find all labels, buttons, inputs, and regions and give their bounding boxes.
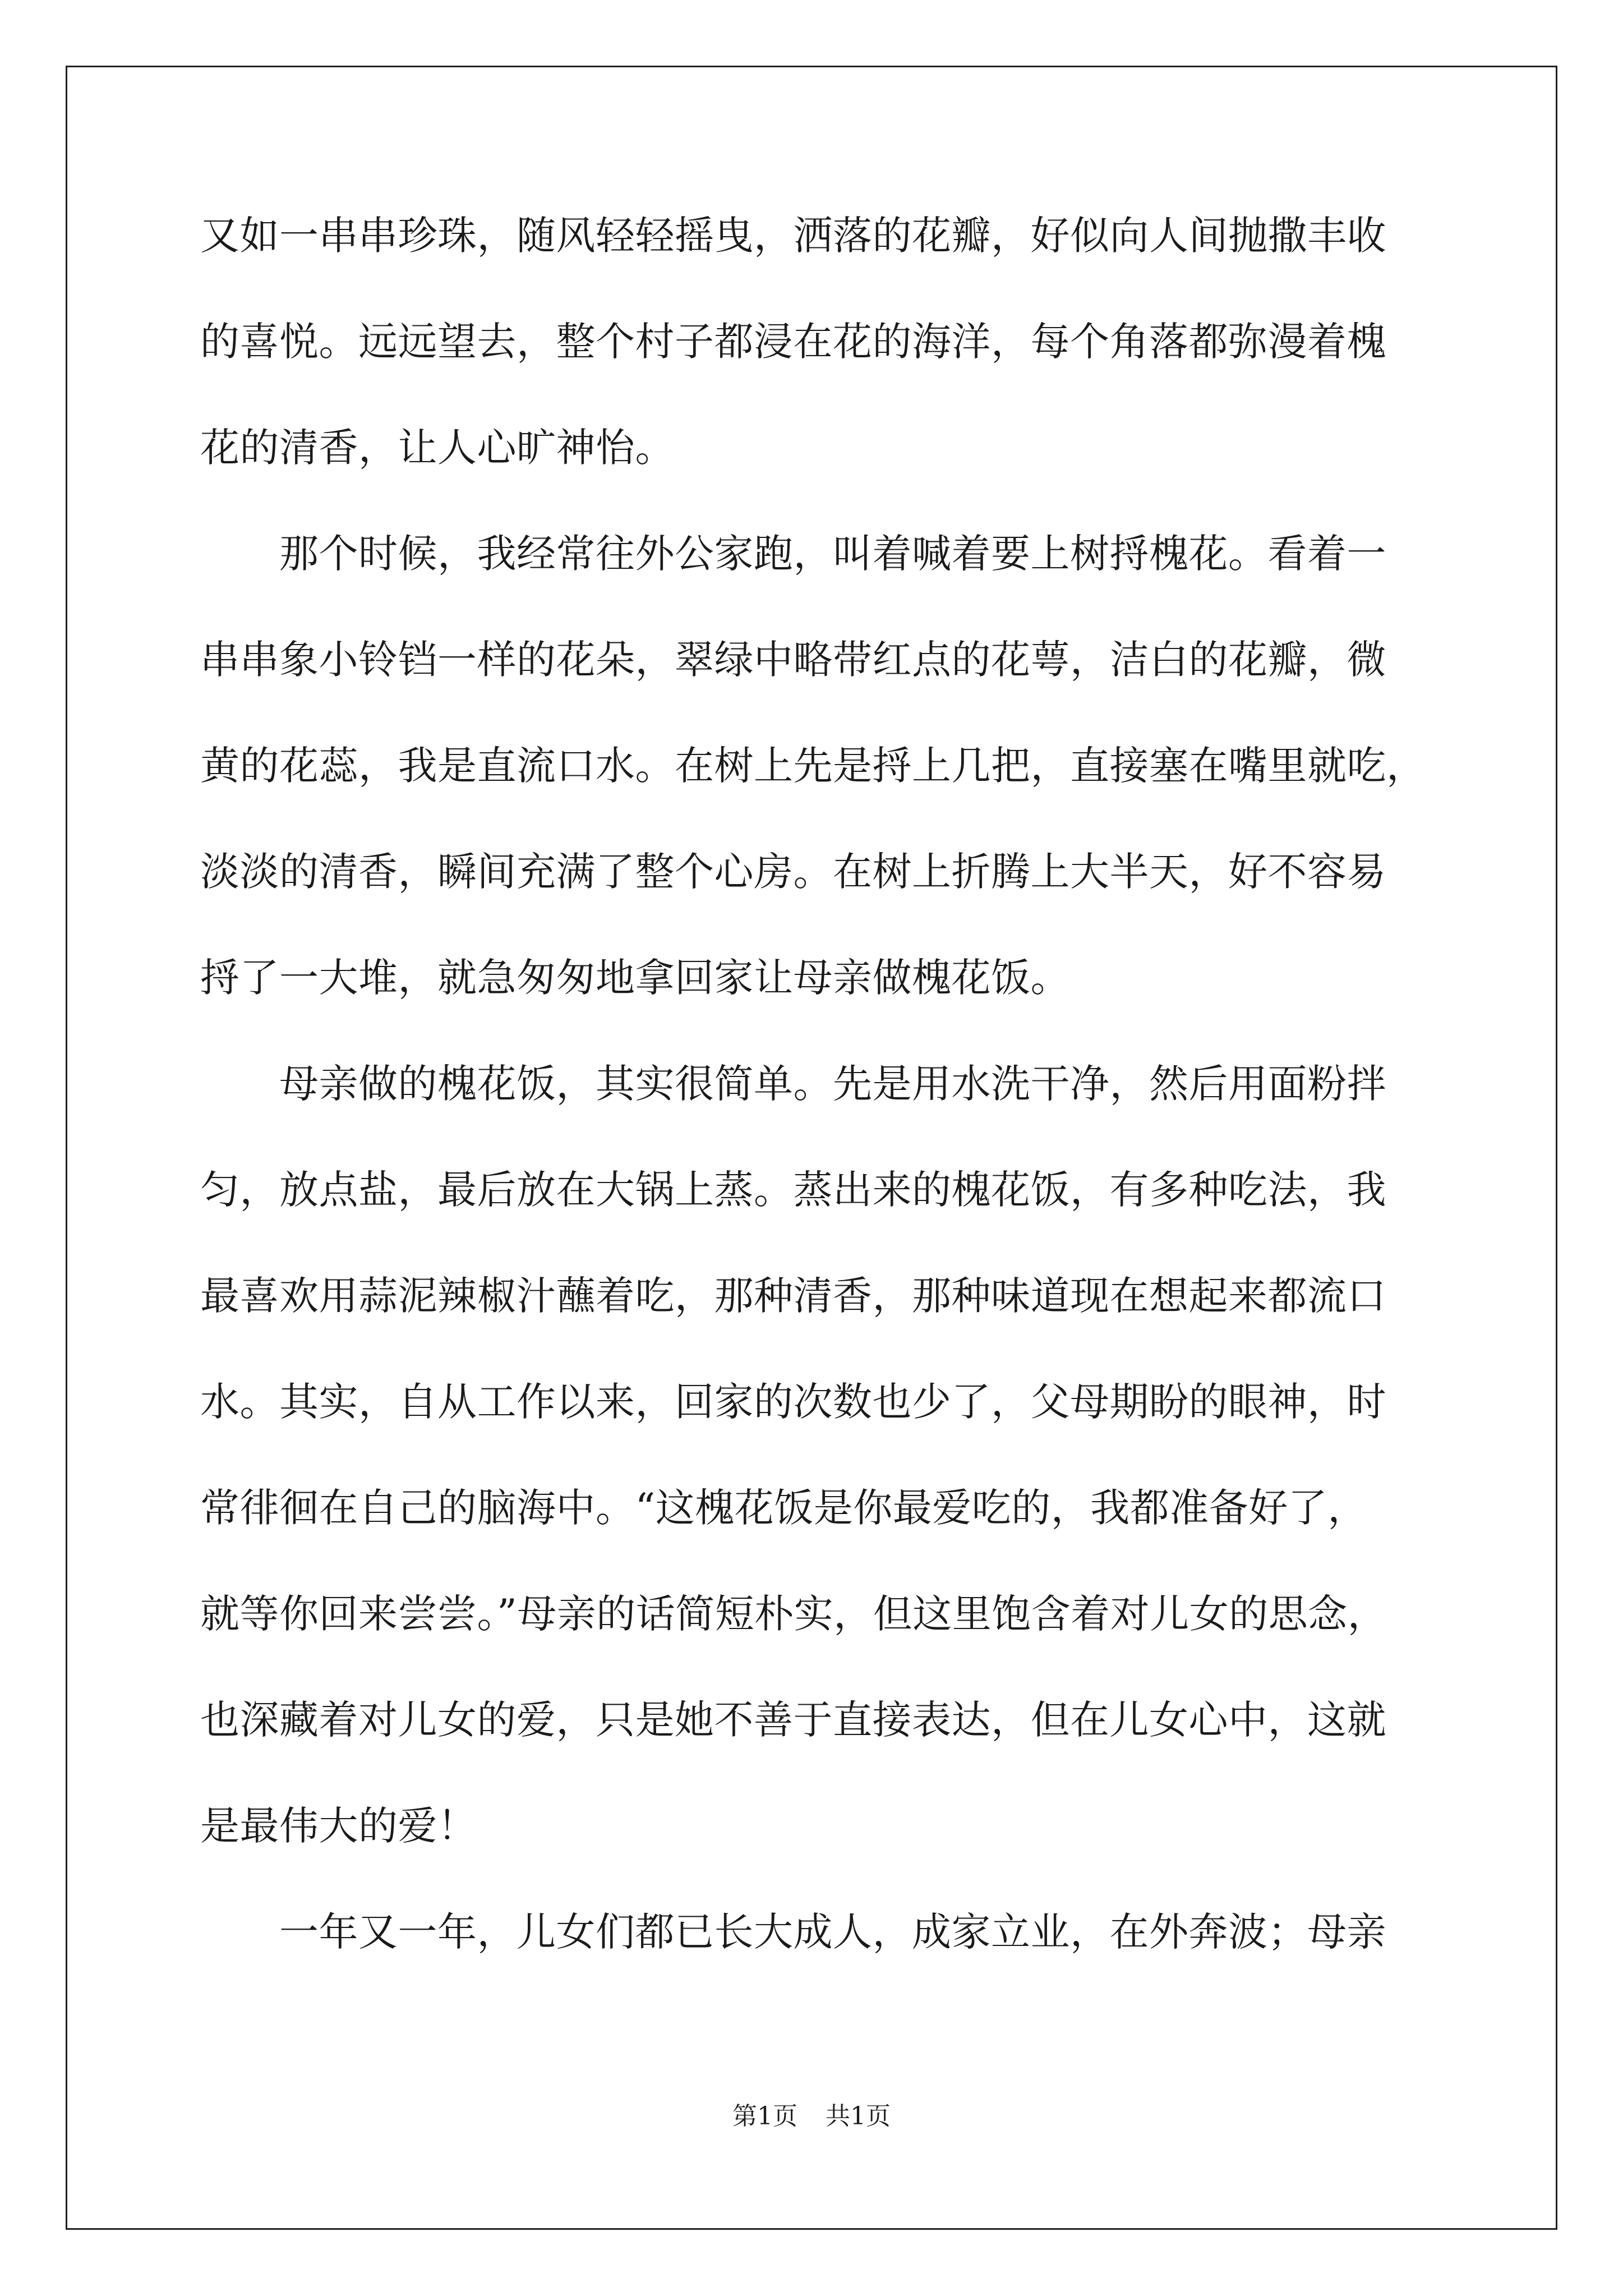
text-line: 常徘徊在自己的脑海中。“这槐花饭是你最爱吃的，我都准备好了， [200,1485,1367,1531]
page-total: 共1页 [826,2102,891,2131]
text-line: 水。其实，自从工作以来，回家的次数也少了，父母期盼的眼神，时 [200,1379,1386,1425]
page-number: 第1页 [732,2102,797,2131]
text-line: 黄的花蕊，我是直流口水。在树上先是捋上几把，直接塞在嘴里就吃， [200,743,1426,789]
text-line: 一年又一年，儿女们都已长大成人，成家立业，在外奔波；母亲 [200,1909,1386,1955]
text-line: 也深藏着对儿女的爱，只是她不善于直接表达，但在儿女心中，这就 [200,1697,1386,1743]
text-line: 淡淡的清香，瞬间充满了整个心房。在树上折腾上大半天，好不容易 [200,849,1386,895]
text-line: 母亲做的槐花饭，其实很简单。先是用水洗干净，然后用面粉拌 [200,1061,1386,1107]
text-line: 最喜欢用蒜泥辣椒汁蘸着吃，那种清香，那种味道现在想起来都流口 [200,1273,1386,1319]
page-footer [0,2102,1623,2131]
text-line: 就等你回来尝尝。”母亲的话简短朴实，但这里饱含着对儿女的思念， [200,1591,1387,1637]
text-line: 匀，放点盐，最后放在大锅上蒸。蒸出来的槐花饭，有多种吃法，我 [200,1167,1386,1213]
text-line: 又如一串串珍珠，随风轻轻摇曳，洒落的花瓣，好似向人间抛撒丰收 [200,213,1386,259]
document-body [200,213,1434,2018]
text-line: 花的清香，让人心旷神怡。 [200,425,675,471]
text-line: 串串象小铃铛一样的花朵，翠绿中略带红点的花萼，洁白的花瓣，微 [200,637,1386,683]
text-line: 的喜悦。远远望去，整个村子都浸在花的海洋，每个角落都弥漫着槐 [200,319,1386,365]
text-line: 是最伟大的爱！ [200,1803,477,1849]
text-line: 捋了一大堆，就急匆匆地拿回家让母亲做槐花饭。 [200,955,1070,1001]
text-line: 那个时候，我经常往外公家跑，叫着喊着要上树捋槐花。看着一 [200,531,1386,577]
